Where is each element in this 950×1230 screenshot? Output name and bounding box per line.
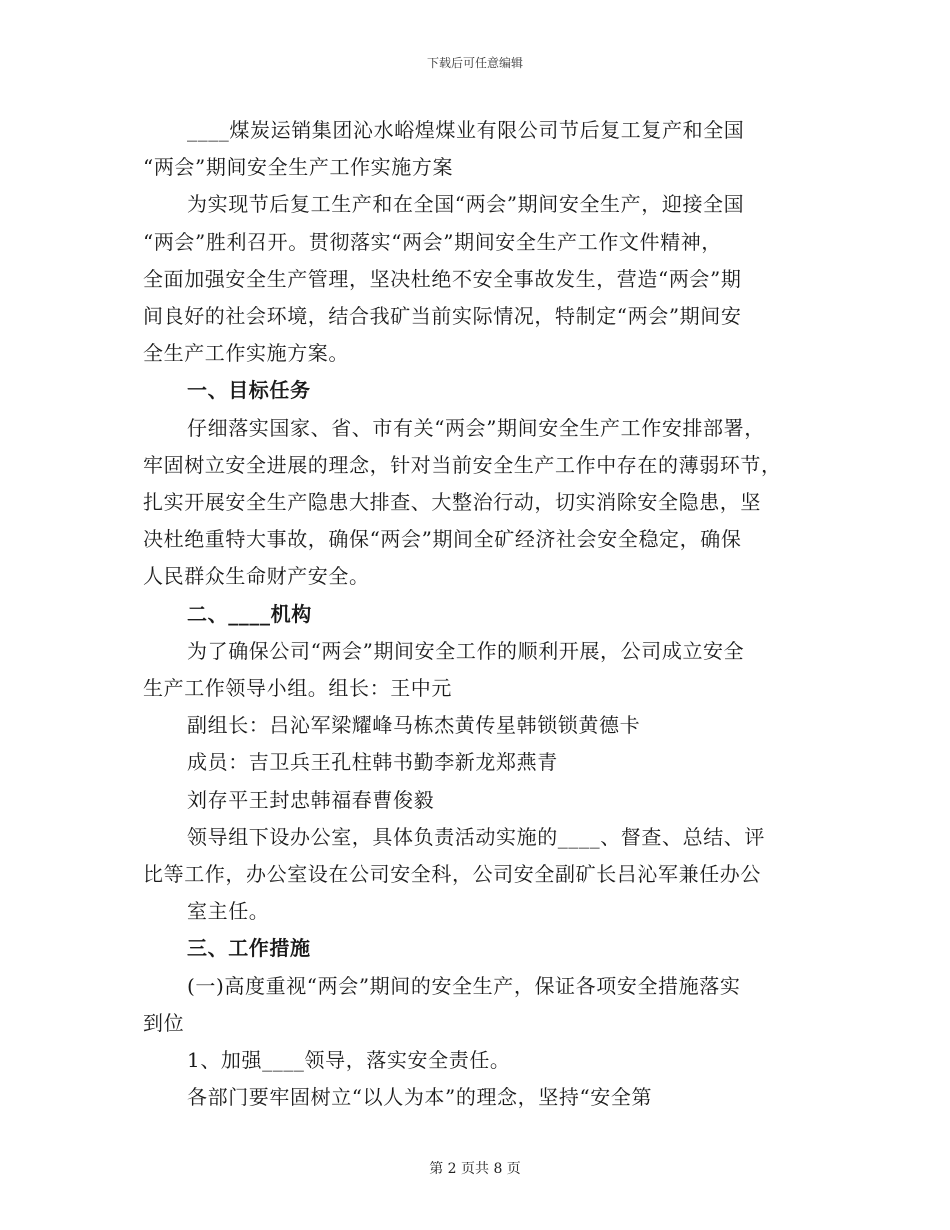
- text-line: 成员：吉卫兵王孔柱韩书勤李新龙郑燕青: [187, 750, 558, 775]
- text-line: 人民群众生命财产安全。: [143, 564, 370, 589]
- text-line: ____煤炭运销集团沁水峪煌煤业有限公司节后复工复产和全国: [187, 118, 745, 142]
- text-line: 决杜绝重特大事故，确保“两会”期间全矿经济社会安全稳定，确保: [143, 527, 742, 552]
- text-line: 刘存平王封忠韩福春曹俊毅: [187, 787, 435, 812]
- text-line: 比等工作，办公室设在公司安全科，公司安全副矿长吕沁军兼任办公: [143, 862, 761, 887]
- text-line: “两会”期间安全生产工作实施方案: [143, 155, 454, 180]
- text-line: (一)高度重视“两会”期间的安全生产，保证各项安全措施落实: [187, 973, 741, 998]
- text-line: 1、加强____领导，落实安全责任。: [187, 1048, 511, 1073]
- section-heading: 二、____机构: [187, 601, 312, 626]
- text-line: 牢固树立安全进展的理念，针对当前安全生产工作中存在的薄弱环节，: [143, 452, 782, 477]
- text-line: 扎实开展安全生产隐患大排查、大整治行动，切实消除安全隐患，坚: [143, 490, 761, 515]
- section-heading: 一、目标任务: [187, 378, 311, 403]
- section-heading: 三、工作措施: [187, 936, 311, 961]
- text-line: 为了确保公司“两会”期间安全工作的顺利开展，公司成立安全: [187, 638, 745, 663]
- text-line: 仔细落实国家、省、市有关“两会”期间安全生产工作安排部署，: [187, 415, 765, 440]
- text-line: “两会”胜利召开。贯彻落实“两会”期间安全生产工作文件精神，: [143, 229, 722, 254]
- text-line: 全生产工作实施方案。: [143, 341, 349, 366]
- text-line: 生产工作领导小组。组长：王中元: [143, 676, 452, 701]
- page-header: 下载后可任意编辑: [426, 56, 523, 70]
- document-body: [143, 112, 808, 1116]
- text-line: 副组长：吕沁军梁耀峰马栋杰黄传星韩锁锁黄德卡: [187, 713, 641, 738]
- text-line: 各部门要牢固树立“以人为本”的理念，坚持“安全第: [187, 1085, 653, 1110]
- text-line: 全面加强安全生产管理，坚决杜绝不安全事故发生，营造“两会”期: [143, 266, 742, 291]
- text-line: 室主任。: [187, 899, 270, 924]
- text-line: 为实现节后复工生产和在全国“两会”期间安全生产，迎接全国: [187, 192, 745, 217]
- page-footer: 第 2 页共 8 页: [429, 1161, 521, 1177]
- text-line: 间良好的社会环境，结合我矿当前实际情况，特制定“两会”期间安: [143, 304, 742, 329]
- text-line: 到位: [143, 1010, 185, 1035]
- text-line: 领导组下设办公室，具体负责活动实施的____、督查、总结、评: [187, 824, 765, 849]
